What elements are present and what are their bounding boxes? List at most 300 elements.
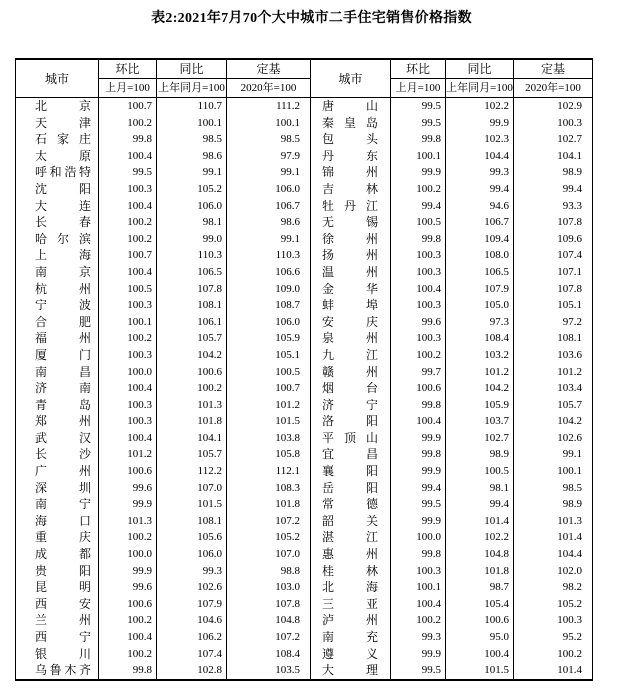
city-name: 青岛 <box>35 397 91 412</box>
yoy-value: 94.6 <box>446 198 514 215</box>
city-name: 太原 <box>35 148 91 163</box>
mom-value: 99.9 <box>391 164 446 181</box>
yoy-value: 104.1 <box>157 430 227 447</box>
fixed-base-value: 95.2 <box>514 629 593 646</box>
table-row <box>16 546 593 563</box>
mom-value: 100.4 <box>99 148 157 165</box>
city-name: 平顶山 <box>322 430 378 445</box>
city-name: 重庆 <box>35 530 91 545</box>
yoy-value: 106.2 <box>157 629 227 646</box>
fixed-base-value: 102.6 <box>514 430 593 447</box>
fixed-base-value: 107.2 <box>227 513 311 530</box>
city-cell <box>16 281 99 298</box>
mom-value: 100.5 <box>99 281 157 298</box>
header-row-main <box>16 59 593 79</box>
fixed-base-value: 99.1 <box>227 164 311 181</box>
city-cell <box>16 314 99 331</box>
city-cell <box>16 496 99 513</box>
city-cell <box>16 164 99 181</box>
yoy-value: 101.2 <box>446 364 514 381</box>
yoy-value: 98.5 <box>157 131 227 148</box>
mom-value: 101.3 <box>99 513 157 530</box>
city-name: 合肥 <box>35 314 91 329</box>
fixed-base-value: 101.4 <box>514 662 593 680</box>
header-mom-left: 环比 <box>99 59 157 79</box>
fixed-base-value: 100.7 <box>227 380 311 397</box>
city-name: 岳阳 <box>322 480 378 495</box>
yoy-value: 107.9 <box>157 596 227 613</box>
table-header <box>16 59 593 98</box>
table-row <box>16 347 593 364</box>
table-row <box>16 496 593 513</box>
mom-value: 100.6 <box>99 463 157 480</box>
city-name: 扬州 <box>322 248 378 263</box>
mom-value: 100.5 <box>391 214 446 231</box>
mom-value: 100.2 <box>99 115 157 132</box>
fixed-base-value: 98.9 <box>514 496 593 513</box>
table-row <box>16 181 593 198</box>
mom-value: 100.0 <box>391 529 446 546</box>
city-cell <box>16 629 99 646</box>
table-body <box>16 98 593 680</box>
mom-value: 100.6 <box>99 596 157 613</box>
yoy-value: 110.3 <box>157 247 227 264</box>
city-name: 天津 <box>35 115 91 130</box>
city-cell <box>311 612 391 629</box>
city-name: 福州 <box>35 331 91 346</box>
yoy-value: 105.4 <box>446 596 514 613</box>
table-row <box>16 563 593 580</box>
city-name: 武汉 <box>35 430 91 445</box>
yoy-value: 105.7 <box>157 446 227 463</box>
table-row <box>16 364 593 381</box>
mom-value: 100.7 <box>99 98 157 115</box>
mom-value: 100.3 <box>391 247 446 264</box>
fixed-base-value: 103.8 <box>227 430 311 447</box>
city-name: 泸州 <box>322 613 378 628</box>
city-name: 呼和浩特 <box>35 165 91 180</box>
yoy-value: 107.0 <box>157 480 227 497</box>
city-cell <box>311 563 391 580</box>
city-cell <box>16 430 99 447</box>
fixed-base-value: 103.4 <box>514 380 593 397</box>
city-cell <box>16 463 99 480</box>
mom-value: 100.3 <box>99 181 157 198</box>
fixed-base-value: 105.9 <box>227 330 311 347</box>
city-cell <box>311 397 391 414</box>
city-cell <box>311 646 391 663</box>
city-name: 韶关 <box>322 513 378 528</box>
mom-value: 100.2 <box>99 529 157 546</box>
table-row <box>16 480 593 497</box>
mom-value: 99.8 <box>391 231 446 248</box>
mom-value: 99.5 <box>391 98 446 115</box>
table-row <box>16 463 593 480</box>
fixed-base-value: 109.6 <box>514 231 593 248</box>
fixed-base-value: 106.0 <box>227 181 311 198</box>
yoy-value: 105.9 <box>446 397 514 414</box>
yoy-value: 112.2 <box>157 463 227 480</box>
fixed-base-value: 104.1 <box>514 148 593 165</box>
yoy-value: 101.3 <box>157 397 227 414</box>
city-name: 西安 <box>35 596 91 611</box>
yoy-value: 102.6 <box>157 579 227 596</box>
city-cell <box>16 330 99 347</box>
city-cell <box>311 148 391 165</box>
city-name: 蚌埠 <box>322 298 378 313</box>
fixed-base-value: 98.2 <box>514 579 593 596</box>
header-yoy-base-right: 上年同月=100 <box>446 79 514 98</box>
city-cell <box>311 181 391 198</box>
fixed-base-value: 102.7 <box>514 131 593 148</box>
city-name: 厦门 <box>35 347 91 362</box>
header-mom-base-right: 上月=100 <box>391 79 446 98</box>
city-name: 沈阳 <box>35 181 91 196</box>
yoy-value: 101.5 <box>157 496 227 513</box>
header-fixed-base-right: 2020年=100 <box>514 79 593 98</box>
mom-value: 100.4 <box>99 430 157 447</box>
mom-value: 100.4 <box>391 596 446 613</box>
yoy-value: 106.5 <box>446 264 514 281</box>
yoy-value: 106.0 <box>157 546 227 563</box>
city-cell <box>16 131 99 148</box>
city-cell <box>16 264 99 281</box>
mom-value: 99.9 <box>99 563 157 580</box>
yoy-value: 99.9 <box>446 115 514 132</box>
city-name: 郑州 <box>35 414 91 429</box>
mom-value: 99.8 <box>99 662 157 680</box>
mom-value: 99.9 <box>391 646 446 663</box>
yoy-value: 100.1 <box>157 115 227 132</box>
fixed-base-value: 98.5 <box>227 131 311 148</box>
yoy-value: 105.0 <box>446 297 514 314</box>
table-row <box>16 662 593 680</box>
header-city-left: 城市 <box>16 59 99 98</box>
city-cell <box>16 231 99 248</box>
fixed-base-value: 101.2 <box>514 364 593 381</box>
city-name: 上海 <box>35 248 91 263</box>
mom-value: 100.2 <box>391 181 446 198</box>
city-name: 遵义 <box>322 646 378 661</box>
city-name: 南充 <box>322 630 378 644</box>
city-name: 南宁 <box>35 497 91 512</box>
header-mom-base-left: 上月=100 <box>99 79 157 98</box>
mom-value: 99.9 <box>391 430 446 447</box>
city-name: 宁波 <box>35 298 91 313</box>
mom-value: 100.3 <box>391 330 446 347</box>
fixed-base-value: 105.1 <box>514 297 593 314</box>
yoy-value: 98.1 <box>446 480 514 497</box>
mom-value: 99.8 <box>391 546 446 563</box>
yoy-value: 107.4 <box>157 646 227 663</box>
yoy-value: 101.5 <box>446 662 514 680</box>
mom-value: 99.9 <box>391 463 446 480</box>
yoy-value: 106.0 <box>157 198 227 215</box>
header-fixed-left: 定基 <box>227 59 311 79</box>
city-name: 成都 <box>35 547 91 562</box>
city-cell <box>16 596 99 613</box>
fixed-base-value: 105.2 <box>227 529 311 546</box>
price-index-table <box>15 58 593 681</box>
table-row <box>16 579 593 596</box>
fixed-base-value: 101.4 <box>514 529 593 546</box>
yoy-value: 99.1 <box>157 164 227 181</box>
yoy-value: 104.8 <box>446 546 514 563</box>
fixed-base-value: 104.2 <box>514 413 593 430</box>
city-cell <box>16 646 99 663</box>
city-cell <box>311 463 391 480</box>
fixed-base-value: 104.4 <box>514 546 593 563</box>
yoy-value: 108.4 <box>446 330 514 347</box>
mom-value: 100.6 <box>391 380 446 397</box>
fixed-base-value: 108.4 <box>227 646 311 663</box>
city-name: 九江 <box>322 347 378 362</box>
fixed-base-value: 99.4 <box>514 181 593 198</box>
yoy-value: 107.8 <box>157 281 227 298</box>
city-cell <box>16 148 99 165</box>
fixed-base-value: 111.2 <box>227 98 311 115</box>
city-name: 三亚 <box>322 596 378 611</box>
city-cell <box>311 297 391 314</box>
city-name: 安庆 <box>322 314 378 329</box>
table-row <box>16 397 593 414</box>
city-cell <box>311 198 391 215</box>
mom-value: 100.4 <box>391 413 446 430</box>
yoy-value: 104.2 <box>157 347 227 364</box>
city-name: 赣州 <box>322 364 378 379</box>
fixed-base-value: 104.8 <box>227 612 311 629</box>
city-name: 无锡 <box>322 215 378 230</box>
table-row <box>16 380 593 397</box>
mom-value: 100.1 <box>99 314 157 331</box>
fixed-base-value: 109.0 <box>227 281 311 298</box>
table-row <box>16 529 593 546</box>
city-name: 常德 <box>322 497 378 512</box>
header-mom-right: 环比 <box>391 59 446 79</box>
mom-value: 100.2 <box>99 330 157 347</box>
fixed-base-value: 102.0 <box>514 563 593 580</box>
city-cell <box>311 496 391 513</box>
fixed-base-value: 101.3 <box>514 513 593 530</box>
city-name: 桂林 <box>322 563 378 578</box>
mom-value: 100.3 <box>99 397 157 414</box>
city-cell <box>311 662 391 680</box>
yoy-value: 103.2 <box>446 347 514 364</box>
fixed-base-value: 107.8 <box>514 281 593 298</box>
mom-value: 100.4 <box>99 264 157 281</box>
city-cell <box>311 131 391 148</box>
city-cell <box>16 347 99 364</box>
city-name: 徐州 <box>322 231 378 246</box>
mom-value: 100.1 <box>391 148 446 165</box>
header-yoy-left: 同比 <box>157 59 227 79</box>
yoy-value: 106.1 <box>157 314 227 331</box>
city-cell <box>311 347 391 364</box>
city-cell <box>16 297 99 314</box>
yoy-value: 100.6 <box>157 364 227 381</box>
city-cell <box>16 579 99 596</box>
fixed-base-value: 101.2 <box>227 397 311 414</box>
header-fixed-base-left: 2020年=100 <box>227 79 311 98</box>
city-cell <box>16 380 99 397</box>
mom-value: 100.3 <box>99 347 157 364</box>
fixed-base-value: 107.2 <box>227 629 311 646</box>
yoy-value: 98.1 <box>157 214 227 231</box>
yoy-value: 99.4 <box>446 181 514 198</box>
city-cell <box>311 446 391 463</box>
city-name: 吉林 <box>322 181 378 196</box>
city-name: 贵阳 <box>35 563 91 578</box>
yoy-value: 95.0 <box>446 629 514 646</box>
city-name: 丹东 <box>322 148 378 163</box>
fixed-base-value: 97.9 <box>227 148 311 165</box>
city-cell <box>311 364 391 381</box>
fixed-base-value: 106.0 <box>227 314 311 331</box>
yoy-value: 106.5 <box>157 264 227 281</box>
table-row <box>16 247 593 264</box>
yoy-value: 110.7 <box>157 98 227 115</box>
city-name: 襄阳 <box>322 464 378 479</box>
city-name: 广州 <box>35 464 91 479</box>
yoy-value: 102.2 <box>446 529 514 546</box>
fixed-base-value: 98.9 <box>514 164 593 181</box>
city-cell <box>311 480 391 497</box>
yoy-value: 98.6 <box>157 148 227 165</box>
fixed-base-value: 112.1 <box>227 463 311 480</box>
city-name: 哈尔滨 <box>35 231 91 246</box>
mom-value: 100.2 <box>99 646 157 663</box>
yoy-value: 105.7 <box>157 330 227 347</box>
mom-value: 100.2 <box>391 347 446 364</box>
city-cell <box>311 281 391 298</box>
fixed-base-value: 93.3 <box>514 198 593 215</box>
city-cell <box>311 314 391 331</box>
city-cell <box>311 596 391 613</box>
header-city-right: 城市 <box>311 59 391 98</box>
yoy-value: 99.3 <box>446 164 514 181</box>
table-row <box>16 596 593 613</box>
city-name: 杭州 <box>35 281 91 296</box>
mom-value: 99.6 <box>99 480 157 497</box>
city-name: 济南 <box>35 381 91 396</box>
table-row <box>16 264 593 281</box>
table-row <box>16 281 593 298</box>
yoy-value: 107.9 <box>446 281 514 298</box>
fixed-base-value: 100.3 <box>514 115 593 132</box>
table-row <box>16 231 593 248</box>
city-cell <box>311 430 391 447</box>
mom-value: 99.5 <box>99 164 157 181</box>
yoy-value: 105.2 <box>157 181 227 198</box>
fixed-base-value: 107.1 <box>514 264 593 281</box>
yoy-value: 100.2 <box>157 380 227 397</box>
city-cell <box>311 264 391 281</box>
yoy-value: 100.4 <box>446 646 514 663</box>
city-cell <box>16 247 99 264</box>
fixed-base-value: 98.8 <box>227 563 311 580</box>
city-name: 北海 <box>322 580 378 595</box>
mom-value: 99.3 <box>391 629 446 646</box>
mom-value: 99.8 <box>99 131 157 148</box>
yoy-value: 101.8 <box>446 563 514 580</box>
city-cell <box>16 214 99 231</box>
yoy-value: 98.9 <box>446 446 514 463</box>
fixed-base-value: 100.2 <box>514 646 593 663</box>
yoy-value: 102.3 <box>446 131 514 148</box>
mom-value: 100.0 <box>99 364 157 381</box>
city-cell <box>16 364 99 381</box>
yoy-value: 104.4 <box>446 148 514 165</box>
city-name: 长沙 <box>35 447 91 462</box>
table-row <box>16 629 593 646</box>
city-cell <box>16 181 99 198</box>
yoy-value: 97.3 <box>446 314 514 331</box>
city-name: 深圳 <box>35 480 91 495</box>
city-name: 长春 <box>35 215 91 230</box>
table-row <box>16 612 593 629</box>
city-cell <box>311 513 391 530</box>
fixed-base-value: 107.8 <box>514 214 593 231</box>
mom-value: 100.1 <box>391 579 446 596</box>
mom-value: 99.5 <box>391 115 446 132</box>
city-cell <box>16 480 99 497</box>
city-cell <box>16 612 99 629</box>
mom-value: 99.8 <box>391 446 446 463</box>
fixed-base-value: 107.8 <box>227 596 311 613</box>
yoy-value: 101.8 <box>157 413 227 430</box>
city-cell <box>16 446 99 463</box>
fixed-base-value: 106.7 <box>227 198 311 215</box>
mom-value: 99.5 <box>391 496 446 513</box>
mom-value: 100.4 <box>99 380 157 397</box>
mom-value: 100.2 <box>99 214 157 231</box>
page-title: 表2:2021年7月70个大中城市二手住宅销售价格指数 <box>151 11 472 26</box>
table-row <box>16 330 593 347</box>
city-name: 唐山 <box>322 99 378 113</box>
fixed-base-value: 106.6 <box>227 264 311 281</box>
fixed-base-value: 101.8 <box>227 496 311 513</box>
mom-value: 99.6 <box>99 579 157 596</box>
city-cell <box>16 529 99 546</box>
city-name: 济宁 <box>322 397 378 412</box>
city-name: 洛阳 <box>322 414 378 429</box>
city-cell <box>16 546 99 563</box>
city-cell <box>16 662 99 680</box>
table-row <box>16 646 593 663</box>
fixed-base-value: 100.3 <box>514 612 593 629</box>
yoy-value: 102.2 <box>446 98 514 115</box>
fixed-base-value: 110.3 <box>227 247 311 264</box>
fixed-base-value: 108.1 <box>514 330 593 347</box>
city-name: 大连 <box>35 198 91 213</box>
city-cell <box>311 529 391 546</box>
yoy-value: 108.1 <box>157 297 227 314</box>
header-yoy-right: 同比 <box>446 59 514 79</box>
city-cell <box>311 115 391 132</box>
fixed-base-value: 98.6 <box>227 214 311 231</box>
city-cell <box>16 513 99 530</box>
table-row <box>16 148 593 165</box>
yoy-value: 100.5 <box>446 463 514 480</box>
city-name: 温州 <box>322 264 378 279</box>
fixed-base-value: 105.2 <box>514 596 593 613</box>
mom-value: 100.3 <box>99 413 157 430</box>
mom-value: 100.2 <box>99 231 157 248</box>
fixed-base-value: 100.1 <box>227 115 311 132</box>
city-cell <box>311 629 391 646</box>
city-name: 锦州 <box>322 165 378 180</box>
city-cell <box>311 214 391 231</box>
